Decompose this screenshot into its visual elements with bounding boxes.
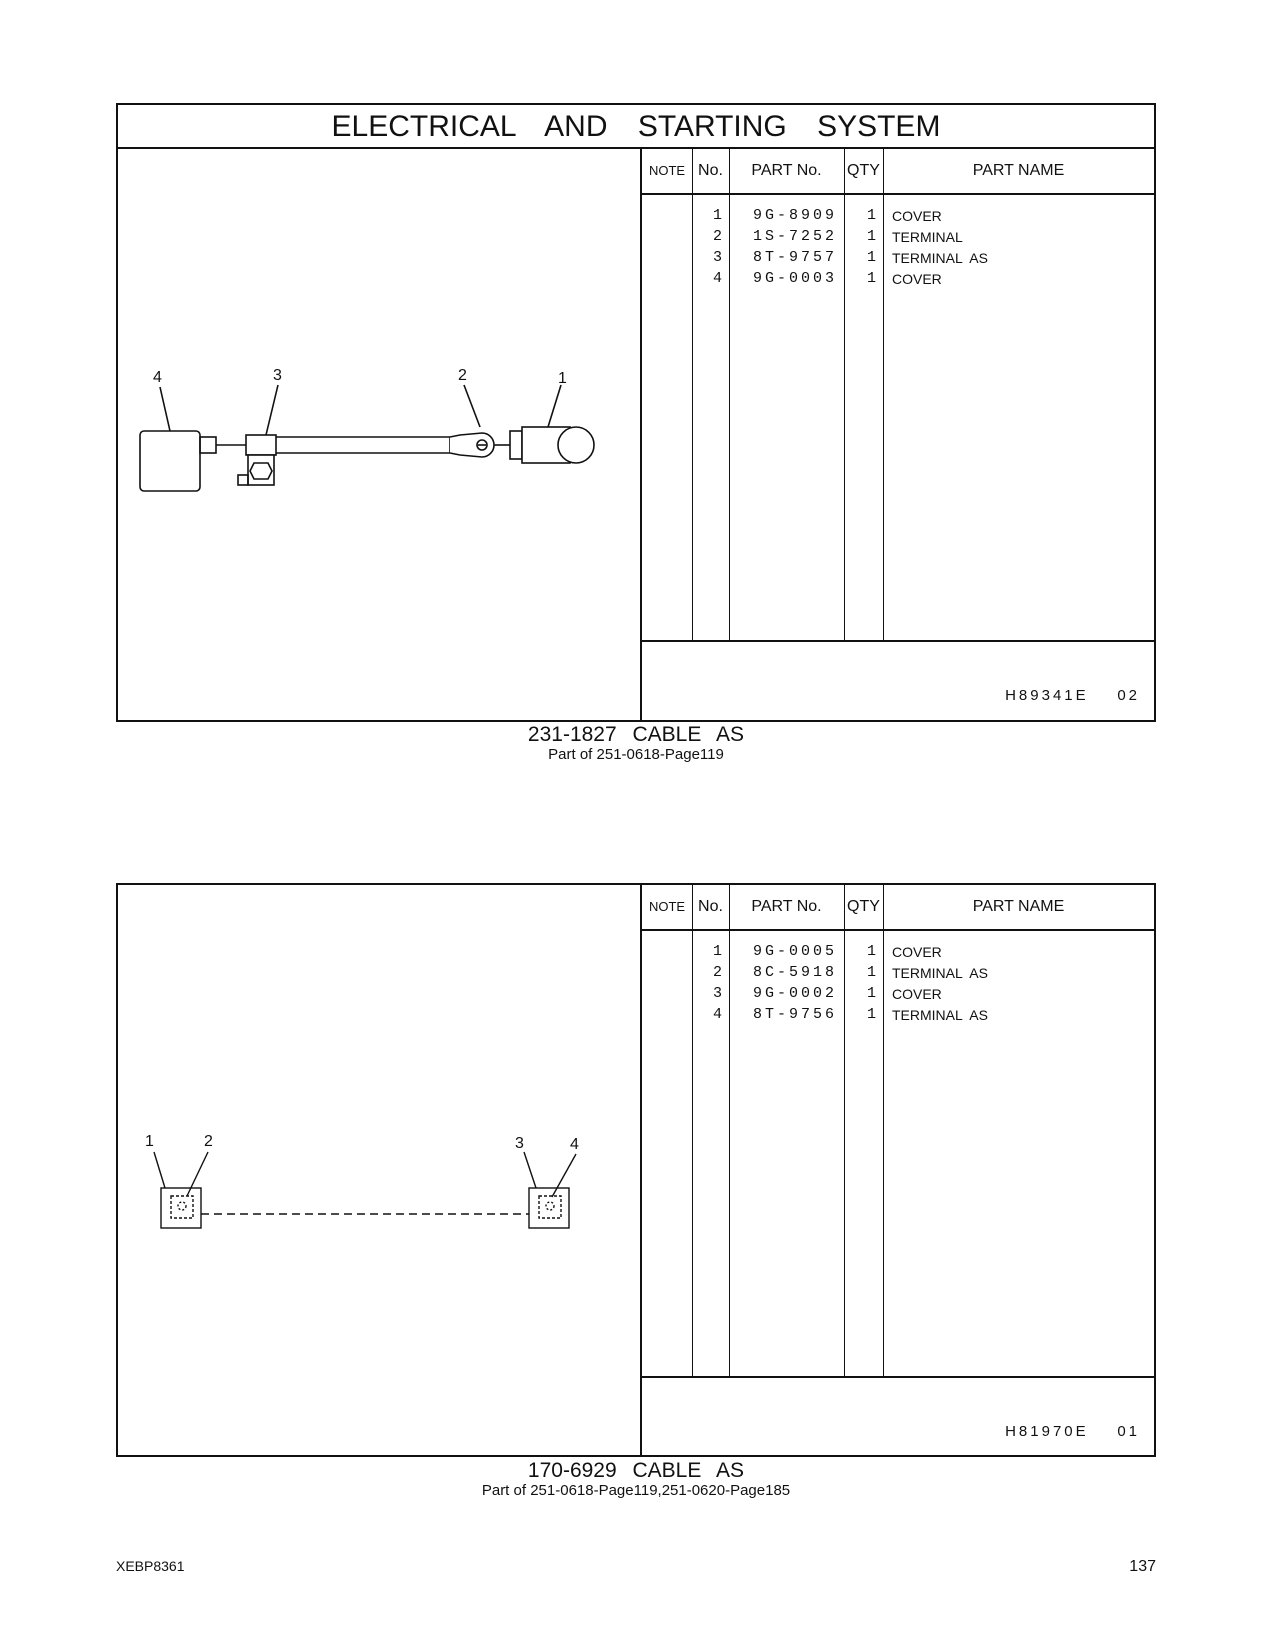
callout-2: 2 <box>458 367 467 384</box>
header-part-no: PART No. <box>751 898 822 915</box>
part-1-cover-shape <box>161 1188 201 1228</box>
callout-2: 2 <box>204 1133 213 1150</box>
document-code: XEBP8361 <box>116 1558 185 1574</box>
callout-1: 1 <box>145 1133 154 1150</box>
table-row: 4 9G-0003 1 COVER <box>712 270 942 287</box>
callout-1: 1 <box>558 370 567 387</box>
header-no: No. <box>698 898 723 915</box>
callout-3: 3 <box>273 367 282 384</box>
table-row: 1 9G-8909 1 COVER <box>712 207 942 224</box>
illustration-code: H89341E 02 <box>1005 687 1140 704</box>
header-no: No. <box>698 162 723 179</box>
table-row: 4 8T-9756 1 TERMINAL AS <box>712 1006 988 1023</box>
parts-frame-top <box>116 103 1156 722</box>
callout-4: 4 <box>570 1136 579 1153</box>
cable-diagram-2 <box>118 885 640 1455</box>
table-row: 3 8T-9757 1 TERMINAL AS <box>712 249 988 266</box>
part-3-terminal-body <box>248 455 274 485</box>
callout-3: 3 <box>515 1135 524 1152</box>
header-part-name: PART NAME <box>972 898 1065 915</box>
caption-title: 170-6929 CABLE AS <box>527 1459 745 1482</box>
page-number: 137 <box>1129 1558 1156 1575</box>
header-qty: QTY <box>847 898 880 915</box>
caption-subtitle: Part of 251-0618-Page119,251-0620-Page185 <box>481 1482 791 1499</box>
part-4-stub <box>200 437 216 453</box>
parts-table-1 <box>640 149 1154 720</box>
header-note: NOTE <box>648 163 686 178</box>
part-4-cover-shape <box>140 431 200 491</box>
part-3-cover-shape <box>529 1188 569 1228</box>
header-part-name: PART NAME <box>972 162 1065 179</box>
header-part-no: PART No. <box>751 162 822 179</box>
table-row: 3 9G-0002 1 COVER <box>712 985 942 1002</box>
cable-diagram-1 <box>118 149 640 722</box>
table-row: 2 8C-5918 1 TERMINAL AS <box>712 964 988 981</box>
parts-frame-bottom <box>116 883 1156 1457</box>
caption-title: 231-1827 CABLE AS <box>527 723 745 746</box>
table-row: 1 9G-0005 1 COVER <box>712 943 942 960</box>
section-title: ELECTRICAL AND STARTING SYSTEM <box>118 105 1154 149</box>
callout-4: 4 <box>153 369 162 386</box>
header-note: NOTE <box>648 899 686 914</box>
caption-1 <box>116 724 1156 763</box>
table-row: 2 1S-7252 1 TERMINAL <box>712 228 963 245</box>
illustration-cable-231-1827 <box>118 149 640 722</box>
caption-2 <box>116 1460 1156 1499</box>
illustration-cable-170-6929 <box>118 885 640 1455</box>
header-qty: QTY <box>847 162 880 179</box>
illustration-code: H81970E 01 <box>1005 1423 1140 1440</box>
caption-subtitle: Part of 251-0618-Page119 <box>548 746 724 763</box>
part-3-terminal-top <box>246 435 276 455</box>
parts-table-2 <box>640 885 1154 1455</box>
